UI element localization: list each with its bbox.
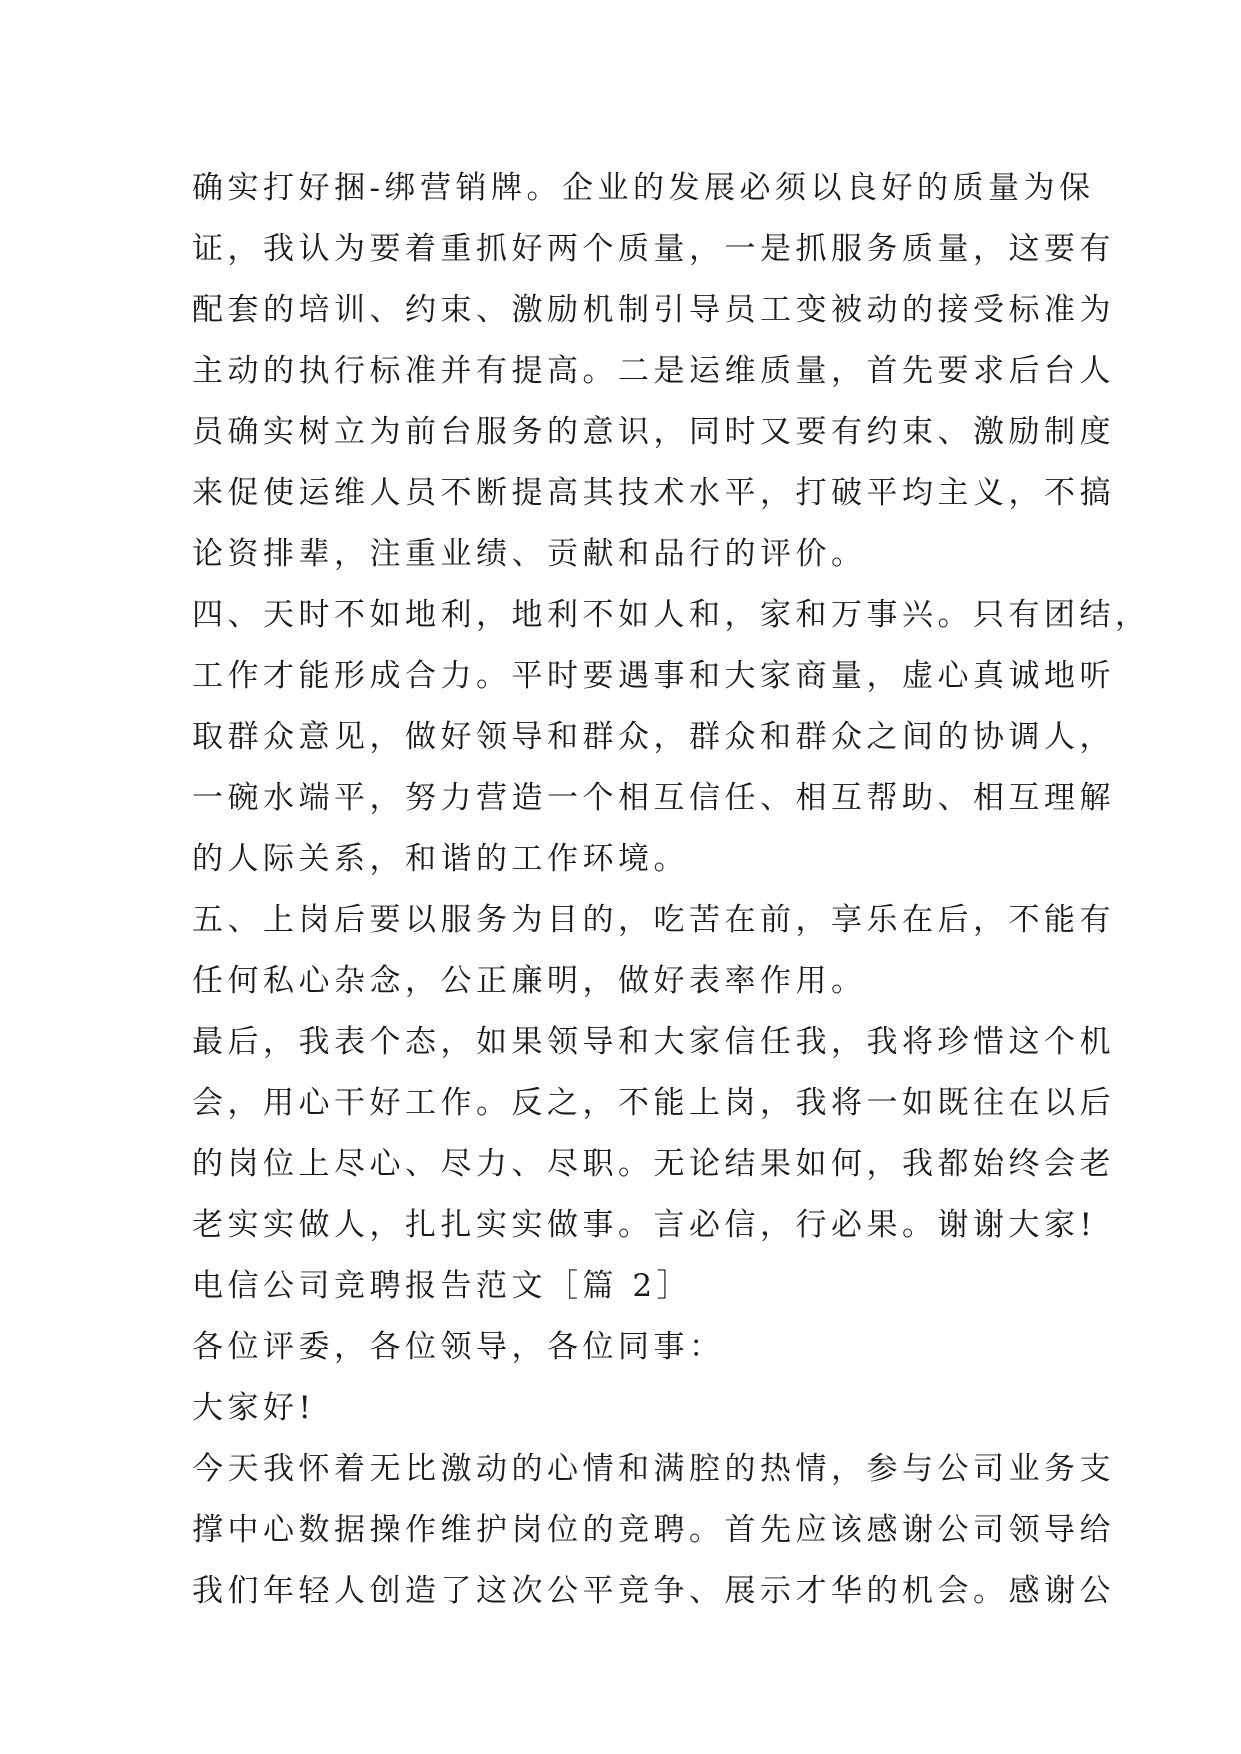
article-heading: 电信公司竞聘报告范文［篇 2］ [192, 1268, 693, 1304]
body-text-line: 会，用心干好工作。反之，不能上岗，我将一如既往在以后 [192, 1085, 1115, 1121]
body-text-line: 来促使运维人员不断提高其技术水平，打破平均主义，不搞 [192, 475, 1115, 511]
body-text-line: 取群众意见，做好领导和群众，群众和群众之间的协调人， [192, 719, 1115, 755]
body-text-line: 撑中心数据操作维护岗位的竞聘。首先应该感谢公司领导给 [192, 1512, 1115, 1548]
body-text-line: 老实实做人，扎扎实实做事。言必信，行必果。谢谢大家! [192, 1207, 1097, 1243]
body-text-line: 今天我怀着无比激动的心情和满腔的热情，参与公司业务支 [192, 1451, 1115, 1487]
body-text-line: 证，我认为要着重抓好两个质量，一是抓服务质量，这要有 [192, 231, 1115, 267]
body-text-line: 工作才能形成合力。平时要遇事和大家商量，虚心真诚地听 [192, 658, 1115, 694]
body-text-line: 我们年轻人创造了这次公平竞争、展示才华的机会。感谢公 [192, 1573, 1115, 1609]
body-text-line: 任何私心杂念，公正廉明，做好表率作用。 [192, 963, 867, 999]
section-five-line: 五、上岗后要以服务为目的，吃苦在前，享乐在后，不能有 [192, 902, 1115, 938]
document-body [192, 158, 1151, 1622]
body-text-line: 一碗水端平，努力营造一个相互信任、相互帮助、相互理解 [192, 780, 1115, 816]
body-text-line: 员确实树立为前台服务的意识，同时又要有约束、激励制度 [192, 414, 1115, 450]
body-text-line: 配套的培训、约束、激励机制引导员工变被动的接受标准为 [192, 292, 1115, 328]
section-four-line: 四、天时不如地利，地利不如人和，家和万事兴。只有团结， [192, 597, 1151, 633]
body-text-line: 论资排辈，注重业绩、贡献和品行的评价。 [192, 536, 867, 572]
body-text-line: 主动的执行标准并有提高。二是运维质量，首先要求后台人 [192, 353, 1115, 389]
closing-paragraph-line: 最后，我表个态，如果领导和大家信任我，我将珍惜这个机 [192, 1024, 1115, 1060]
salutation: 各位评委，各位领导，各位同事： [192, 1329, 725, 1365]
body-text-line: 的人际关系，和谐的工作环境。 [192, 841, 689, 877]
body-text-line: 确实打好捆-绑营销牌。企业的发展必须以良好的质量为保 [192, 170, 1095, 206]
body-text-line: 的岗位上尽心、尽力、尽职。无论结果如何，我都始终会老 [192, 1146, 1115, 1182]
greeting: 大家好! [192, 1390, 316, 1426]
